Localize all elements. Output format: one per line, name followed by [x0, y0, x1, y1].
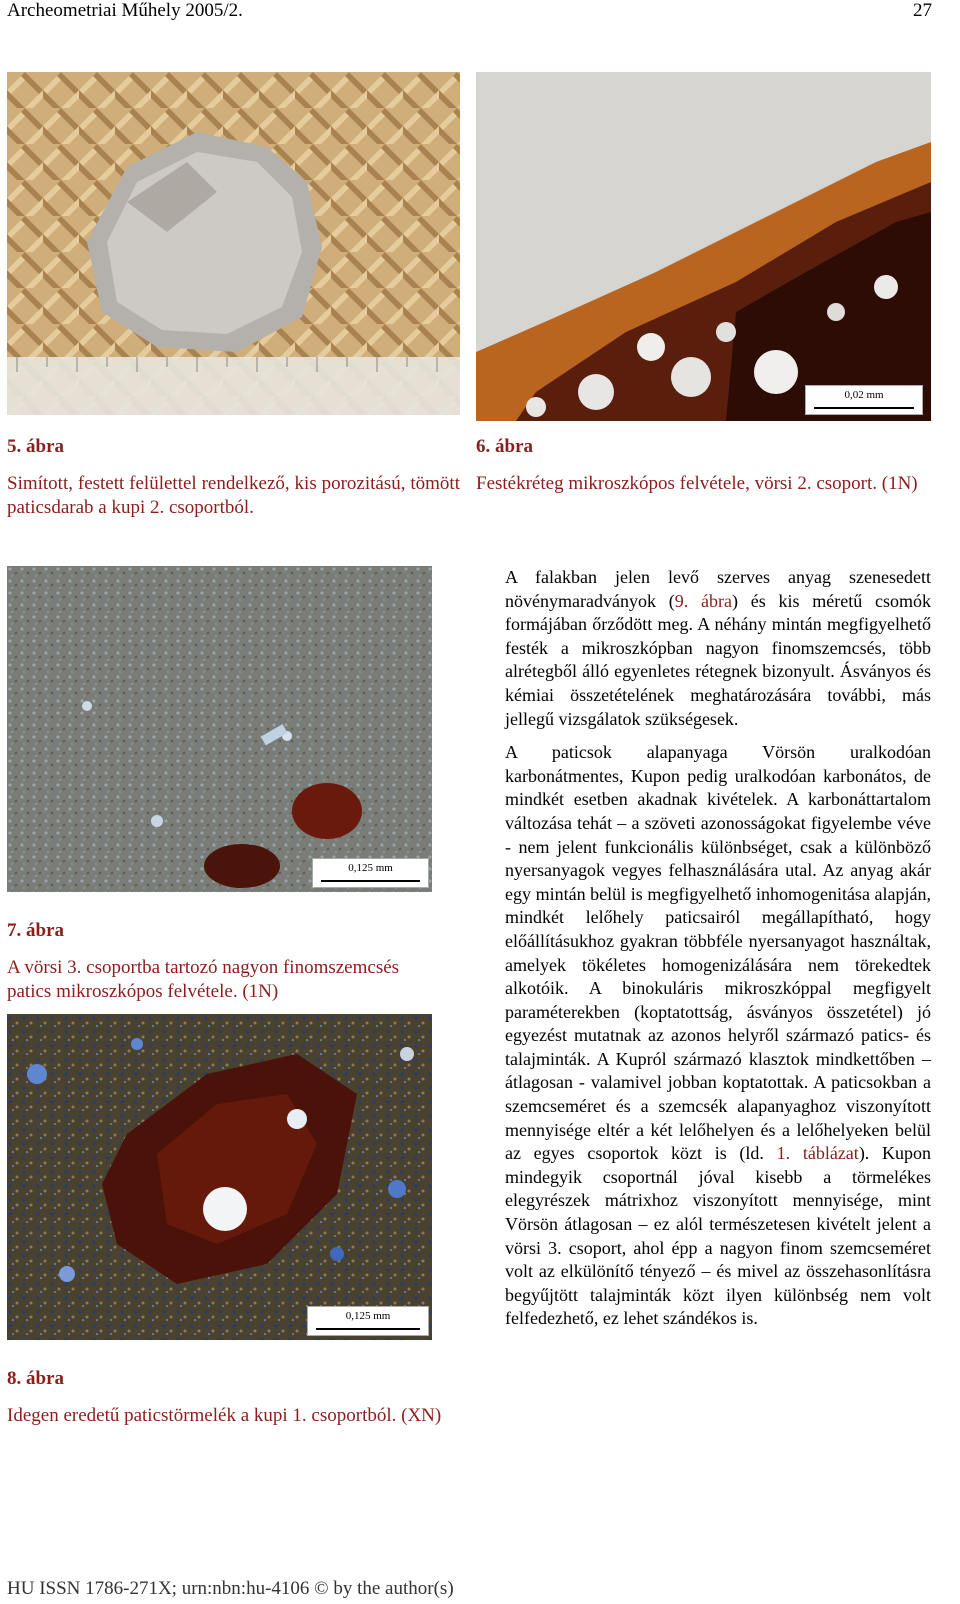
- figure-7-micrograph: [7, 566, 432, 892]
- figure-7-scale: [312, 858, 429, 888]
- table-1-reference-link[interactable]: 1. táblázat: [776, 1143, 859, 1164]
- stone-photo-image: [7, 72, 460, 415]
- figure-8-caption: Idegen eredetű paticstörmelék a kupi 1. csoportból. (XN): [7, 1405, 442, 1426]
- figure-6-micrograph: [476, 72, 931, 421]
- figure-8-label: 8. ábra: [7, 1368, 64, 1389]
- scale-bar: [321, 880, 420, 882]
- figure-7-label: 7. ábra: [7, 920, 64, 941]
- issn-footer: HU ISSN 1786-271X; urn:nbn:hu-4106 © by the author(s): [7, 1578, 454, 1599]
- paragraph-raw-material: [505, 741, 931, 1331]
- scale-bar: [814, 407, 914, 409]
- scale-bar: [316, 1328, 420, 1330]
- figure-7-scale-label: 0,125 mm: [348, 862, 393, 874]
- paragraph-2-text-b: ). Kupon mindegyik csoportnál jóval kisebb a törmelékes elegyrészek mátrixhoz viszonyított mennyisége, mint Vörsön átlagosan – ez alól természetesen kivételt jelent a vörsi 3. csoport, ahol épp a nagyon finom szemcseméret volt az elkülönítő tényező – és mivel az összehasonlításra begyűjtött talajminták közt ilyen különbség nem volt felfedezhető, ez lehet szándékos is.: [505, 1143, 932, 1329]
- paint-layer-image: [476, 72, 931, 421]
- paragraph-1-text-a: A falakban jelen levő szerves anyag szenesedett növénymaradványok (: [505, 567, 931, 611]
- figure-7-caption: A vörsi 3. csoportba tartozó nagyon finomszemcsés patics mikroszkópos felvétele. (1N): [7, 957, 400, 1002]
- paragraph-1-text-b: ) és kis méretű csomók formájában őrződött meg. A néhány mintán megfigyelhető festék a mikroszkópban nagyon finomszemcsés, több alrétegből álló egyenletes rétegnek bizonyult. Ásványos és kémiai összetételének meghatározására további, más jellegű vizsgálatok szükségesek.: [505, 590, 931, 729]
- paragraph-organic-matter: [505, 566, 931, 731]
- figure-6-scale: [805, 385, 923, 415]
- figure-5-photo: [7, 72, 460, 415]
- page-number: 27: [913, 0, 932, 21]
- figure-6-caption: Festékréteg mikroszkópos felvétele, vörsi 2. csoport. (1N): [476, 473, 918, 494]
- figure-5-label: 5. ábra: [7, 436, 64, 457]
- body-text-column: [505, 566, 931, 1331]
- foreign-patics-debris-image: [7, 1014, 432, 1340]
- figure-5-caption: Simított, festett felülettel rendelkező, kis porozitású, tömött paticsdarab a kupi 2. csoportból.: [7, 473, 460, 518]
- figure-6-label: 6. ábra: [476, 436, 533, 457]
- journal-header: Archeometriai Műhely 2005/2.: [7, 0, 243, 21]
- figure-8-scale-label: 0,125 mm: [345, 1310, 391, 1322]
- figure-8-scale: [307, 1306, 429, 1336]
- figure-6-scale-label: 0,02 mm: [844, 389, 884, 401]
- figure-8-micrograph: [7, 1014, 432, 1340]
- figure-9-reference-link[interactable]: 9. ábra: [674, 590, 732, 611]
- paragraph-2-text-a: A paticsok alapanyaga Vörsön uralkodóan karbonátmentes, Kupon pedig uralkodóan karbonátos, de mindkét esetben akadnak kivételek. A karbonáttartalom változása tehát – a szöveti azonosságokat figyelembe véve - nem jelent funkcionális különbséget, csak a különböző nyersanyagok vegyes felhasználására utal. Az anyag akár egy mintán belül is megfigyelhető inhomogenitása alapján, mindkét lelőhely paticsairól megállapítható, hogy előállításukhoz gyakran többféle nyersanyagot használtak, amelyek tökéletes homogenizálására nem törekedtek alkotóik. A binokuláris mikroszkóppal megfigyelt paraméterekben (koptatottság, ásványos összetétel) jó egyezést mutatnak az azonos helyről származó patics- és talajminták. A Kupról származó klasztok mindkettőben – átlagosan - valamivel jobban koptatottak. A paticsokban a szemcseméret és a szemcsék alapanyaghoz viszonyított mennyisége eltér a két lelőhelyen és a lelőhelyeken belül az egyes csoportok közt is (ld.: [505, 742, 931, 1164]
- fine-grained-patics-image: [7, 566, 432, 892]
